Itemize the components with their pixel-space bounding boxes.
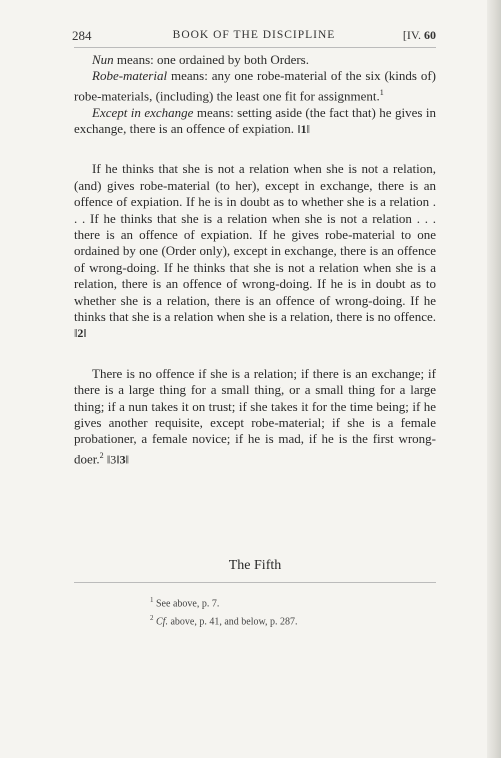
page-number: 284: [72, 28, 92, 43]
footnote-ref-2: 2: [99, 450, 104, 460]
footnote-1-text: See above, p. 7.: [156, 598, 220, 610]
term-except-exchange: Except in exchange: [92, 104, 194, 120]
header-rule: [74, 47, 436, 48]
section-ref-prefix: [IV.: [402, 28, 421, 42]
paragraph-except-exchange: [74, 105, 436, 138]
offences-text: If he thinks that she is not a relation when she is not a relation, (and) gives robe-material (to her), except in exchange, there is an offence of expiation. If he is in doubt as to whether she is a relation . . . If he thinks that she is a relation when she is not a relation . . . there is an offence of expiation. If he gives robe-material to one ordained by one (Order only), except in exchange, there is an offence of wrong-doing. If he thinks that she is not a relation when she is a relation, there is an offence of wrong-doing. If he is in doubt as to whether she is a relation, there is an offence of wrong-doing. If he thinks that she is a relation when she is a relation, there is no offence.: [74, 161, 436, 325]
paragraph-offences: [74, 161, 436, 341]
section-marker-1: ‖1‖: [297, 121, 310, 136]
section-marker-3: ‖3‖3‖: [106, 452, 130, 467]
section-title: The Fifth: [228, 558, 282, 573]
section-ref: [403, 28, 436, 43]
page-edge: [487, 0, 501, 758]
footnote-1-mark: 1: [150, 596, 154, 604]
footnote-2-text: above, p. 41, and below, p. 287.: [167, 616, 298, 628]
section-marker-1-number: 1: [300, 121, 307, 136]
footnotes: [150, 593, 450, 630]
term-robe-material: Robe-material: [92, 68, 168, 84]
section-marker-3-number: 3: [110, 452, 117, 467]
definition-nun: means: one ordained by both Orders.: [113, 52, 309, 67]
footnote-1: [150, 593, 450, 611]
footnote-2-mark: 2: [150, 614, 154, 623]
term-nun: Nun: [92, 52, 114, 67]
paragraph-robe-material: [74, 68, 436, 104]
section-ref-number: 60: [424, 28, 436, 42]
footnote-ref-1: 1: [379, 87, 384, 97]
paragraph-gap: [74, 137, 436, 161]
no-offence-text: There is no offence if she is a relation; if there is an exchange; if there is a large thing for a small thing, or a small thing for a large thing; if a nun takes it on trust; if she takes it for the time being; if he gives another requisite, except robe-material; if she is a female probationer, a female novice; if he is mad, if he is the first wrong-doer.: [74, 365, 436, 467]
paragraph-nun: [74, 52, 436, 68]
definition-robe-material: means: any one robe-material of the six (kinds of) robe-materials, (including) the least one fit for assignment.: [74, 68, 436, 104]
running-title: BOOK OF THE DISCIPLINE: [172, 29, 336, 41]
footnote-rule: [74, 582, 436, 583]
section-marker-2: ‖2‖: [74, 326, 87, 341]
paragraph-no-offence: [74, 366, 436, 468]
section-marker-3-bold: 3: [119, 452, 126, 467]
footnote-2: [150, 611, 450, 629]
section-marker-2-number: 2: [77, 326, 84, 341]
running-header: [72, 28, 436, 46]
definition-except-exchange: means: setting aside (the fact that) he gives in exchange, there is an offence of expiation.: [74, 104, 436, 136]
body-text: [74, 52, 436, 468]
footnote-2-cf: Cf.: [156, 616, 168, 628]
paragraph-gap: [74, 342, 436, 366]
